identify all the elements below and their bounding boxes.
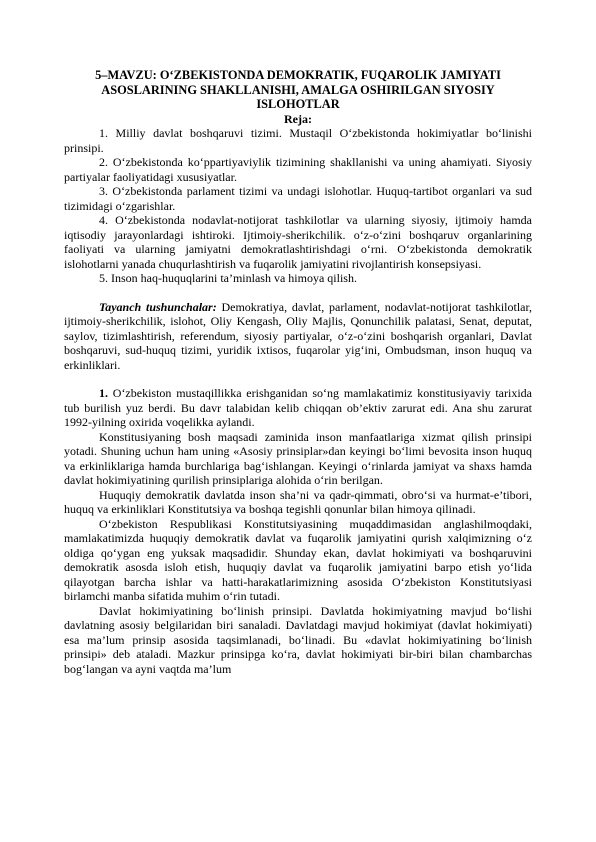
keywords-text: Demokratiya, davlat, parlament, nodavlat-notijorat tashkilotlar, ijtimoiy-sherikchilik, islohot, Oliy Kengash, Oliy Majlis, Qonunchilik palatasi, Senat, deputat, saylov, tizimlashtirish, referendum, siyosiy partiyalar, o‘z-o‘zini boshqarish organlari, Davlat boshqaruvi, sud-huquq tizimi, yuridik ixtisos, fuqarolar yig‘ini, Ombudsman, inson huquq va erkinliklari. (64, 299, 532, 372)
body-paragraph-3: Huquqiy demokratik davlatda inson sha’ni va qadr-qimmati, obro‘si va hurmat-e’tibori, huquq va erkinliklari Konstitutsiya va boshqa tegishli qonunlar bilan himoya qilinadi. (64, 487, 532, 517)
body-paragraph-2: Konstitusiyaning bosh maqsadi zaminida inson manfaatlariga xizmat qilish prinsipi yotadi. Shuning uchun ham uning «Asosiy prinsiplar»dan keyingi bo‘limi bevosita inson huquq va erkinliklariga hamda burchlariga bag‘ishlangan. Keyingi o‘rinlarda jamiyat va shaxs hamda davlat hokimiyatining qurilish prinsiplariga alohida o‘rin berilgan. (64, 429, 532, 488)
plan-item-2: 2. O‘zbekistonda ko‘ppartiyaviylik tizimining shakllanishi va uning ahamiyati. Siyosiy partiyalar faoliyatidagi xususiyatlar. (64, 155, 532, 184)
plan-item-5: 5. Inson haq-huquqlarini ta’minlash va himoya qilish. (99, 271, 357, 286)
plan-item-1: 1. Milliy davlat boshqaruvi tizimi. Mustaqil O‘zbekistonda hokimiyatlar bo‘linishi prinsipi. (64, 126, 532, 155)
plan-item-3: 3. O‘zbekistonda parlament tizimi va undagi islohotlar. Huquq-tartibot organlari va sud tizimidagi o‘zgarishlar. (64, 184, 532, 213)
plan-heading: Reja: (284, 111, 312, 126)
body-paragraph-4: O‘zbekiston Respublikasi Konstitutsiyasining muqaddimasidan anglashilmoqdaki, mamlakatimizda huquqiy demokratik davlat va fuqarolik jamiyatini qurish xalqimizning o‘z oldiga qo‘ygan eng yuksak maqsadidir. Shunday ekan, davlat hokimiyati va boshqaruvini demokratik asosda isloh etish, huquqiy davlat va fuqarolik jamiyatini barpo etish yo‘lida qilayotgan barcha ishlar va hatti-harakatlarimizning asosida O‘zbekiston Konstitutsiyasi birlamchi manba sifatida muhim o‘rin tutadi. (64, 516, 532, 604)
keywords-paragraph (64, 300, 532, 373)
document-page (64, 68, 532, 676)
body-paragraph-1-text: O‘zbekiston mustaqillikka erishganidan so‘ng mamlakatimiz konstitusiyaviy tarixida tub burilish yuz berdi. Bu davr talabidan kelib chiqqan ob’ektiv zarurat edi. Ana shu zarurat 1992-yilning oxirida voqelikka aylandi. (64, 386, 532, 430)
body-paragraph-1 (64, 386, 532, 430)
document-title: 5–MAVZU: O‘ZBEKISTONDA DEMOKRATIK, FUQAROLIK JAMIYATI ASOSLARINING SHAKLLANISHI, AMALGA OSHIRILGAN SIYOSIY ISLOHOTLAR (95, 68, 501, 112)
body-paragraph-5: Davlat hokimiyatining bo‘linish prinsipi. Davlatda hokimiyatning mavjud bo‘lishi davlatning asosiy belgilaridan biri sanaladi. Davlatdagi mavjud hokimiyat (davlat hokimiyati) esa ma’lum prinsip asosida taqsimlanadi, bo‘linadi. Bu «davlat hokimiyatining bo‘linish prinsipi» deb ataladi. Mazkur prinsipga ko‘ra, davlat hokimiyati bir-biri bilan chambarchas bog‘langan va ayni vaqtda ma’lum (64, 603, 532, 676)
section-number: 1. (99, 386, 108, 401)
keywords-label: Tayanch tushunchalar: (99, 299, 217, 314)
plan-item-4: 4. O‘zbekistonda nodavlat-notijorat tashkilotlar va ularning siyosiy, ijtimoiy hamda iqtisodiy jarayonlardagi ishtiroki. Ijtimoiy-sherikchilik. o‘z-o‘zini boshqaruv organlarining faoliyati va ularning jamiyatni demokratlashtirishdagi o‘rni. O‘zbekistonda demokratik islohotlarni yanada chuqurlashtirish va fuqarolik jamiyatini rivojlantirish konsepsiyasi. (64, 213, 532, 271)
